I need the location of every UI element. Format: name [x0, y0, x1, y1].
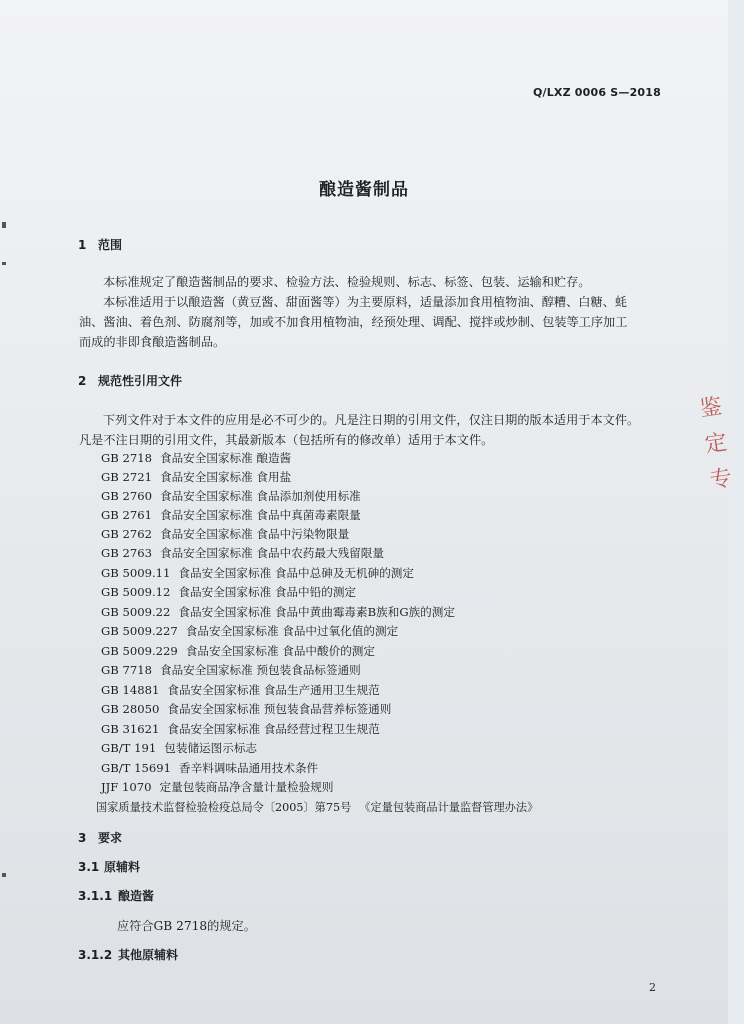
reference-title: 食品安全国家标准 食品中酸价的测定: [185, 644, 375, 658]
reference-title: 食品安全国家标准 食用盐: [159, 470, 292, 484]
subsection-heading: [78, 946, 178, 963]
paragraph-line: 而成的非即食酿造酱制品。: [79, 335, 226, 349]
reference-title: 包装储运图示标志: [164, 741, 258, 755]
reference-item: [101, 623, 398, 639]
paragraph-line: 应符合GB 2718的规定。: [117, 919, 256, 933]
reference-item: [101, 604, 455, 620]
reference-item: [101, 721, 380, 737]
paragraph-line: 本标准规定了酿造酱制品的要求、检验方法、检验规则、标志、标签、包装、运输和贮存。: [103, 275, 591, 289]
reference-item: [101, 740, 257, 756]
subsection-title: 其他原辅料: [118, 948, 179, 962]
reference-code: GB 5009.22: [101, 605, 171, 619]
subsection-heading: [78, 887, 154, 904]
reference-title: 食品安全国家标准 食品生产通用卫生规范: [167, 683, 380, 697]
section-title: 要求: [98, 831, 123, 845]
standard-code: Q/LXZ 0006 S—2018: [532, 86, 661, 99]
scan-speck: [2, 222, 6, 228]
reference-code: GB 5009.11: [101, 566, 171, 580]
reference-item: [101, 469, 291, 485]
reference-title: 食品安全国家标准 食品添加剂使用标准: [159, 489, 361, 503]
reference-item: [101, 584, 356, 600]
reference-code: GB 31621: [101, 722, 160, 736]
reference-item: [101, 488, 361, 504]
reference-code: GB 5009.229: [101, 644, 178, 658]
section-number: 1: [78, 238, 87, 252]
reference-title: 香辛料调味品通用技术条件: [179, 761, 319, 775]
reference-item: [101, 507, 361, 523]
subsection-number: 3.1.2: [78, 948, 113, 962]
reference-code: GB 28050: [101, 702, 160, 716]
reference-title: 食品安全国家标准 预包装食品标签通则: [159, 663, 361, 677]
reference-title: 食品安全国家标准 食品中总砷及无机砷的测定: [178, 566, 414, 580]
reference-item: [96, 799, 538, 815]
reference-title: 食品安全国家标准 食品中农药最大残留限量: [159, 546, 384, 560]
reference-item: [101, 662, 361, 678]
reference-item: [101, 779, 333, 795]
reference-code: JJF 1070: [101, 780, 152, 794]
reference-code: GB 5009.12: [101, 585, 171, 599]
subsection-number: 3.1.1: [78, 889, 113, 903]
scan-speck: [2, 262, 6, 265]
reference-item: [101, 450, 291, 466]
reference-code: GB 14881: [101, 683, 160, 697]
red-stamp: 鉴 定 专: [698, 394, 734, 494]
reference-title: 定量包装商品净含量计量检验规则: [159, 780, 334, 794]
reference-item: [101, 643, 375, 659]
reference-item: [101, 701, 391, 717]
reference-code: GB 7718: [101, 663, 152, 677]
reference-code: GB/T 191: [101, 741, 157, 755]
reference-code: GB 2762: [101, 527, 152, 541]
document-title: 酿造酱制品: [319, 180, 409, 200]
reference-code: GB/T 15691: [101, 761, 171, 775]
reference-title: 食品安全国家标准 酿造酱: [159, 451, 292, 465]
reference-code: GB 2721: [101, 470, 152, 484]
subsection-title: 酿造酱: [118, 889, 155, 903]
reference-item: [101, 565, 414, 581]
subsection-title: 原辅料: [104, 860, 141, 874]
reference-title: 食品安全国家标准 食品中黄曲霉毒素B族和G族的测定: [178, 605, 455, 619]
subsection-heading: [78, 858, 140, 875]
reference-title: 食品安全国家标准 食品中污染物限量: [159, 527, 350, 541]
reference-title: 食品安全国家标准 食品经营过程卫生规范: [167, 722, 380, 736]
paragraph-line: 凡是不注日期的引用文件，其最新版本（包括所有的修改单）适用于本文件。: [79, 433, 494, 447]
reference-title: 食品安全国家标准 食品中真菌毒素限量: [159, 508, 361, 522]
section-title: 规范性引用文件: [98, 374, 183, 388]
subsection-number: 3.1: [78, 860, 100, 874]
paragraph-line: 本标准适用于以酿造酱（黄豆酱、甜面酱等）为主要原料，适量添加食用植物油、醇糟、白糖、蚝: [103, 295, 628, 309]
reference-title: 《定量包装商品计量监督管理办法》: [359, 801, 539, 814]
reference-item: [101, 682, 380, 698]
reference-code: GB 2763: [101, 546, 152, 560]
section-3-heading: [78, 829, 122, 846]
section-number: 3: [78, 831, 87, 845]
reference-code: GB 2760: [101, 489, 152, 503]
paragraph-line: 油、酱油、着色剂、防腐剂等，加或不加食用植物油，经预处理、调配、搅拌或炒制、包装等工序加工: [79, 315, 628, 329]
reference-item: [101, 545, 384, 561]
reference-item: [101, 526, 349, 542]
reference-code: GB 5009.227: [101, 624, 178, 638]
reference-title: 食品安全国家标准 食品中过氧化值的测定: [185, 624, 399, 638]
section-2-heading: [78, 372, 182, 389]
section-1-heading: [78, 236, 122, 253]
section-number: 2: [78, 374, 87, 388]
reference-code: 国家质量技术监督检验检疫总局令〔2005〕第75号: [96, 801, 352, 814]
page-number: 2: [649, 981, 656, 994]
scan-speck: [2, 873, 6, 877]
reference-title: 食品安全国家标准 食品中铅的测定: [178, 585, 357, 599]
reference-item: [101, 760, 318, 776]
paragraph-line: 下列文件对于本文件的应用是必不可少的。凡是注日期的引用文件，仅注日期的版本适用于本文件。: [103, 413, 640, 427]
section-title: 范围: [98, 238, 123, 252]
reference-title: 食品安全国家标准 预包装食品营养标签通则: [167, 702, 392, 716]
reference-code: GB 2718: [101, 451, 152, 465]
reference-code: GB 2761: [101, 508, 152, 522]
